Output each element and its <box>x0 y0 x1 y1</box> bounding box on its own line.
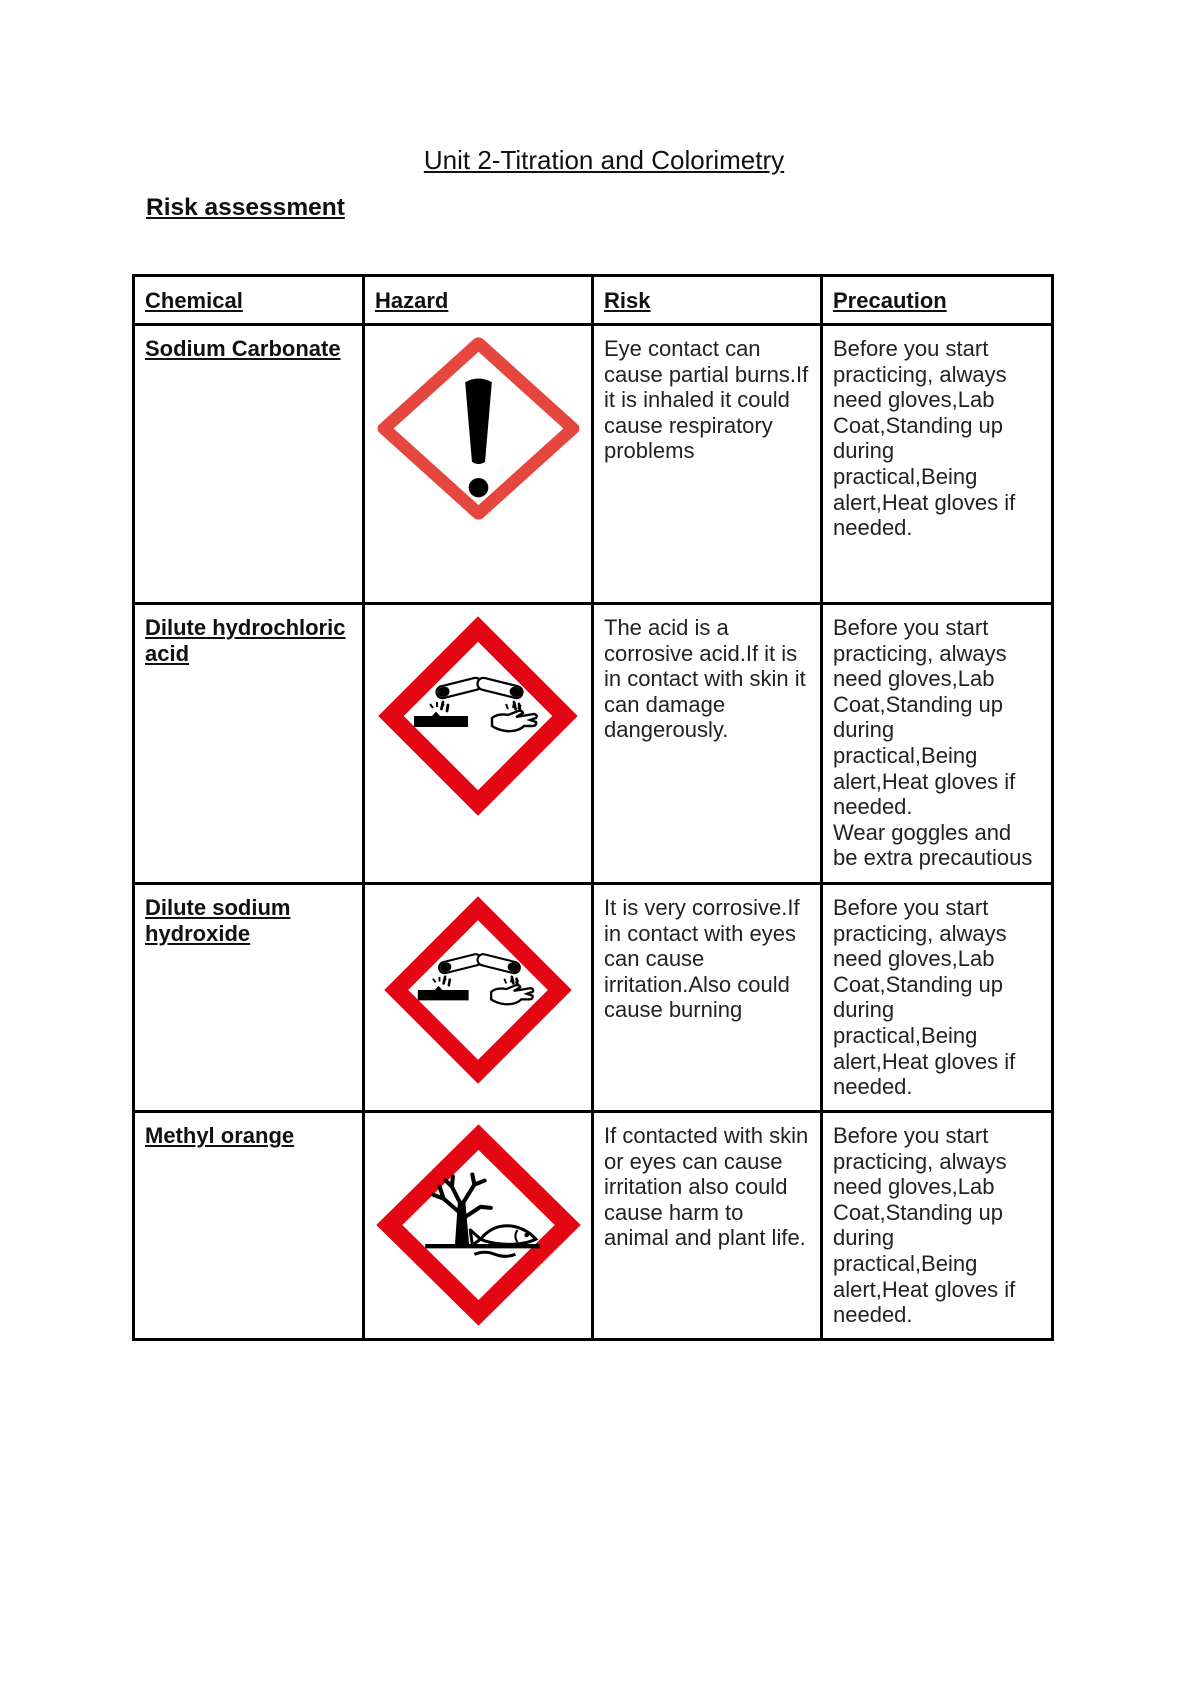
section-heading: Risk assessment <box>146 194 345 221</box>
chemical-name: Dilute hydrochloric acid <box>145 615 346 666</box>
header-cell-chemical <box>135 277 362 323</box>
risk-text: It is very corrosive.If in contact with eyes can cause irritation.Also could cause burning <box>604 895 800 1023</box>
risk-cell <box>594 605 820 882</box>
precaution-cell <box>823 326 1051 602</box>
header-cell-hazard <box>365 277 591 323</box>
corrosive-icon <box>378 616 578 816</box>
chemical-name: Sodium Carbonate <box>145 336 341 361</box>
corrosive-icon <box>384 896 572 1084</box>
hazard-cell <box>365 605 591 882</box>
hazard-cell <box>365 326 591 602</box>
header-label-risk: Risk <box>604 288 651 313</box>
chemical-name: Dilute sodium hydroxide <box>145 895 291 946</box>
precaution-text: Before you start practicing, always need gloves,Lab Coat,Standing up during practical,Being alert,Heat gloves if needed. <box>833 895 1016 1100</box>
chemical-cell <box>135 1113 362 1338</box>
chemical-cell <box>135 885 362 1110</box>
precaution-text: Before you start practicing, always need gloves,Lab Coat,Standing up during practical,Being alert,Heat gloves if needed. <box>833 1123 1016 1328</box>
precaution-text: Before you start practicing, always need gloves,Lab Coat,Standing up during practical,Being alert,Heat gloves if needed. Wear goggles and be extra precautious <box>833 615 1033 871</box>
header-cell-precaution <box>823 277 1051 323</box>
risk-assessment-table <box>132 274 1054 1341</box>
chemical-cell <box>135 326 362 602</box>
risk-text: If contacted with skin or eyes can cause irritation also could cause harm to animal and plant life. <box>604 1123 809 1251</box>
risk-text: Eye contact can cause partial burns.If it is inhaled it could cause respiratory problems <box>604 336 809 464</box>
chemical-cell <box>135 605 362 882</box>
risk-text: The acid is a corrosive acid.If it is in contact with skin it can damage dangerously. <box>604 615 806 743</box>
risk-cell <box>594 326 820 602</box>
header-label-precaution: Precaution <box>833 288 947 313</box>
risk-cell <box>594 885 820 1110</box>
header-label-chemical: Chemical <box>145 288 243 313</box>
precaution-text: Before you start practicing, always need gloves,Lab Coat,Standing up during practical,Being alert,Heat gloves if needed. <box>833 336 1016 541</box>
environment-hazard-icon <box>376 1124 581 1326</box>
chemical-name: Methyl orange <box>145 1123 295 1148</box>
exclamation-mark-icon <box>376 336 581 521</box>
hazard-cell <box>365 1113 591 1338</box>
document-title: Unit 2-Titration and Colorimetry <box>423 145 785 175</box>
precaution-cell <box>823 605 1051 882</box>
header-label-hazard: Hazard <box>375 288 449 313</box>
precaution-cell <box>823 1113 1051 1338</box>
precaution-cell <box>823 885 1051 1110</box>
risk-cell <box>594 1113 820 1338</box>
hazard-cell <box>365 885 591 1110</box>
header-cell-risk <box>594 277 820 323</box>
